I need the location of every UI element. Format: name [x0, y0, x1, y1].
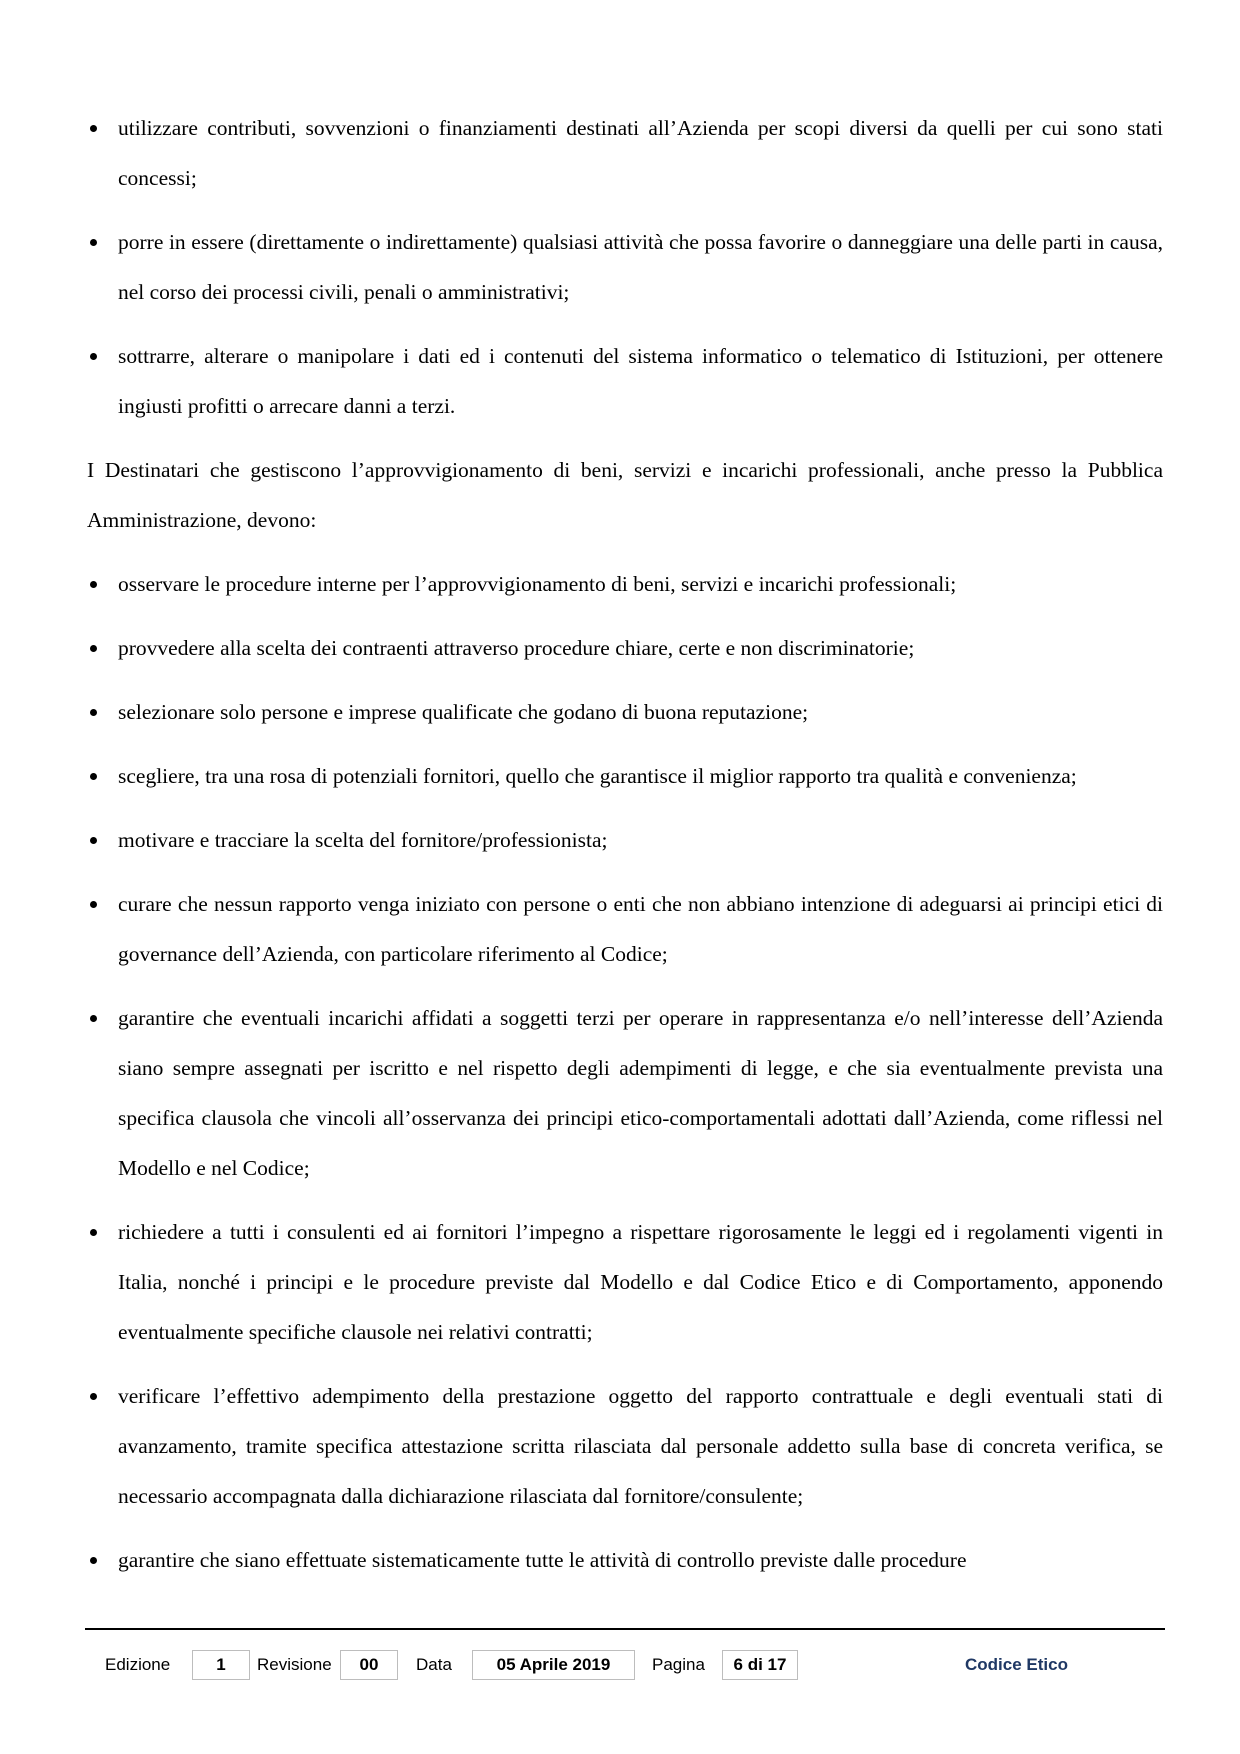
list-item-text: selezionare solo persone e imprese qualificate che godano di buona reputazione;	[118, 700, 809, 724]
list-item-text: motivare e tracciare la scelta del fornitore/professionista;	[118, 828, 608, 852]
bullet-list-prohibitions	[87, 103, 1163, 431]
bullet-icon	[90, 125, 97, 132]
list-item-text: curare che nessun rapporto venga iniziato con persone o enti che non abbiano intenzione di adeguarsi ai principi etici di governance dell’Azienda, con particolare riferimento al Codice;	[118, 892, 1163, 966]
pagina-label: Pagina	[652, 1655, 705, 1674]
page-footer	[0, 1650, 1240, 1684]
list-item-text: garantire che siano effettuate sistematicamente tutte le attività di controllo previste dalle procedure	[118, 1548, 967, 1572]
edizione-label: Edizione	[105, 1655, 171, 1674]
list-item	[87, 559, 1163, 609]
document-body	[87, 103, 1163, 1599]
bullet-icon	[90, 901, 97, 908]
bullet-icon	[90, 1557, 97, 1564]
bullet-icon	[90, 837, 97, 844]
list-item-text: scegliere, tra una rosa di potenziali fornitori, quello che garantisce il miglior rapporto tra qualità e convenienza;	[118, 764, 1077, 788]
revisione-label: Revisione	[257, 1655, 332, 1674]
list-item	[87, 217, 1163, 317]
list-item	[87, 815, 1163, 865]
list-item	[87, 331, 1163, 431]
list-item-text: osservare le procedure interne per l’approvvigionamento di beni, servizi e incarichi professionali;	[118, 572, 957, 596]
list-item	[87, 751, 1163, 801]
list-item	[87, 103, 1163, 203]
list-item	[87, 1535, 1163, 1585]
list-item-text: porre in essere (direttamente o indirettamente) qualsiasi attività che possa favorire o danneggiare una delle parti in causa, nel corso dei processi civili, penali o amministrativi;	[118, 230, 1163, 304]
revisione-value: 00	[340, 1650, 398, 1680]
data-label: Data	[416, 1655, 452, 1674]
bullet-icon	[90, 581, 97, 588]
footer-divider	[85, 1628, 1165, 1630]
list-item-text: richiedere a tutti i consulenti ed ai fornitori l’impegno a rispettare rigorosamente le leggi ed i regolamenti vigenti in Italia, nonché i principi e le procedure previste dal Modello e dal Codice Etico e di Comportamento, apponendo eventualmente specifiche clausole nei relativi contratti;	[118, 1220, 1163, 1344]
list-item	[87, 623, 1163, 673]
list-item-text: provvedere alla scelta dei contraenti attraverso procedure chiare, certe e non discriminatorie;	[118, 636, 915, 660]
list-item	[87, 879, 1163, 979]
list-item-text: utilizzare contributi, sovvenzioni o finanziamenti destinati all’Azienda per scopi diversi da quelli per cui sono stati concessi;	[118, 116, 1163, 190]
document-title: Codice Etico	[965, 1655, 1068, 1674]
bullet-icon	[90, 773, 97, 780]
list-item-text: garantire che eventuali incarichi affidati a soggetti terzi per operare in rappresentanza e/o nell’interesse dell’Azienda siano sempre assegnati per iscritto e nel rispetto degli adempimenti di legge, e che sia eventualmente prevista una specifica clausola che vincoli all’osservanza dei principi etico-comportamentali adottati dall’Azienda, come riflessi nel Modello e nel Codice;	[118, 1006, 1163, 1180]
bullet-icon	[90, 239, 97, 246]
list-item	[87, 1371, 1163, 1521]
bullet-icon	[90, 645, 97, 652]
bullet-icon	[90, 1229, 97, 1236]
list-item-text: verificare l’effettivo adempimento della prestazione oggetto del rapporto contrattuale e degli eventuali stati di avanzamento, tramite specifica attestazione scritta rilasciata dal personale addetto sulla base di concreta verifica, se necessario accompagnata dalla dichiarazione rilasciata dal fornitore/consulente;	[118, 1384, 1163, 1508]
bullet-icon	[90, 1393, 97, 1400]
list-item	[87, 687, 1163, 737]
bullet-icon	[90, 1015, 97, 1022]
bullet-icon	[90, 353, 97, 360]
list-item-text: sottrarre, alterare o manipolare i dati ed i contenuti del sistema informatico o telematico di Istituzioni, per ottenere ingiusti profitti o arrecare danni a terzi.	[118, 344, 1163, 418]
list-item	[87, 993, 1163, 1193]
data-value: 05 Aprile 2019	[472, 1650, 635, 1680]
pagina-value: 6 di 17	[722, 1650, 798, 1680]
edizione-value: 1	[192, 1650, 250, 1680]
list-item	[87, 1207, 1163, 1357]
bullet-icon	[90, 709, 97, 716]
intro-paragraph: I Destinatari che gestiscono l’approvvigionamento di beni, servizi e incarichi professionali, anche presso la Pubblica Amministrazione, devono:	[87, 458, 1163, 532]
bullet-list-duties	[87, 559, 1163, 1585]
